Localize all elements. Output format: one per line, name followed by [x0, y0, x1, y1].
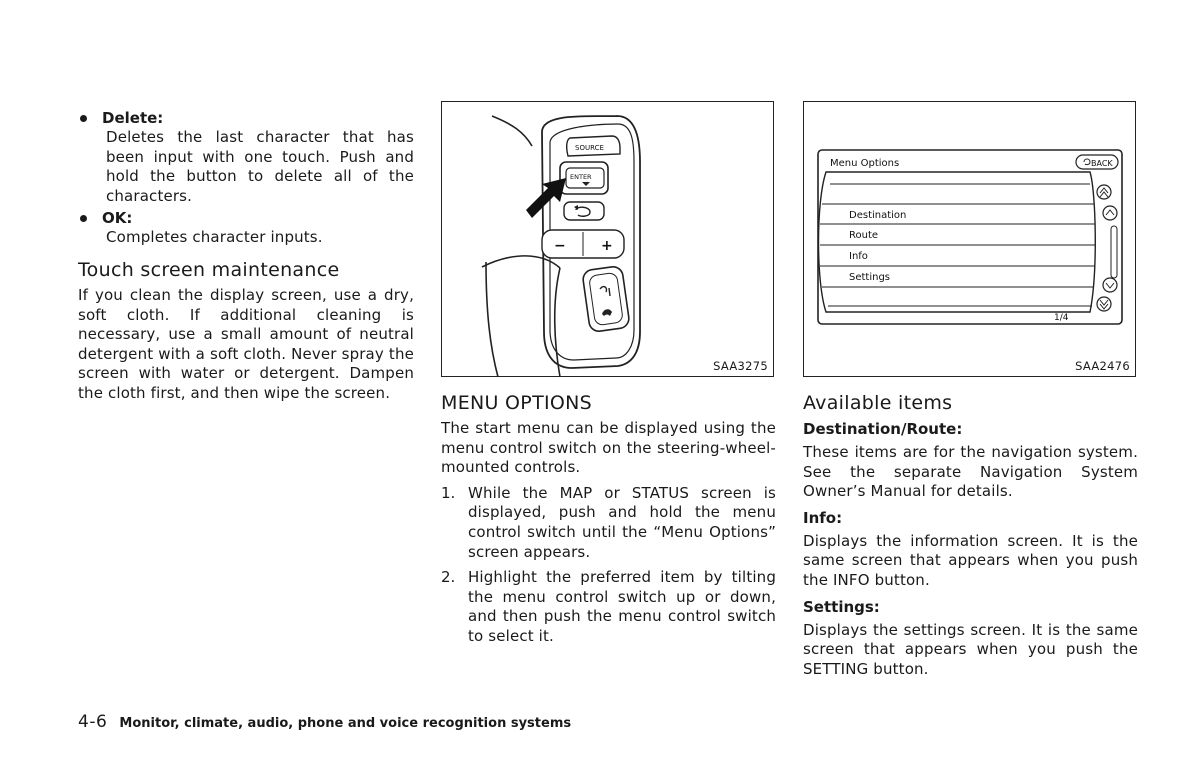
- column-1: [78, 108, 414, 404]
- bullet-dot-icon: [80, 215, 87, 222]
- bullet-delete-text: Deletes the last character that has been input with one touch. Push and hold the button to delete all of the characters.: [106, 128, 414, 205]
- step-item: [441, 568, 776, 646]
- page-number: 4-6: [78, 712, 108, 732]
- column-3: [803, 101, 1138, 679]
- menu-item-settings[interactable]: Settings: [849, 272, 891, 283]
- menu-item-destination[interactable]: Destination: [849, 210, 907, 221]
- section-heading-menu-options: MENU OPTIONS: [441, 392, 593, 414]
- section-title: Monitor, climate, audio, phone and voice recognition systems: [119, 716, 572, 731]
- section-heading-available-items: Available items: [803, 392, 953, 414]
- item-text-info: Displays the information screen. It is the same screen that appears when you push the INFO button.: [803, 531, 1138, 589]
- screen-title: Menu Options: [830, 158, 900, 169]
- menu-options-intro: The start menu can be displayed using the menu control switch on the steering-wheel-mounted controls.: [441, 419, 776, 477]
- item-title-destination-route: Destination/Route:: [803, 420, 963, 438]
- page-indicator: 1/4: [1054, 313, 1069, 323]
- figure-steering-switch: [441, 101, 774, 377]
- item-title-settings: Settings:: [803, 597, 880, 616]
- steering-switch-illustration: [442, 102, 775, 378]
- plus-label: +: [601, 238, 613, 254]
- steps-list: [441, 484, 776, 647]
- menu-item-info[interactable]: Info: [849, 251, 868, 262]
- step-text: Highlight the preferred item by tilting the menu control switch up or down, and then push the menu control switch to select it.: [468, 568, 776, 645]
- item-title-info: Info:: [803, 508, 843, 527]
- bullet-ok-title: OK:: [78, 208, 414, 228]
- section-heading-touch-screen: Touch screen maintenance: [78, 258, 340, 281]
- step-number: 2.: [441, 568, 456, 587]
- bullet-ok-text: Completes character inputs.: [106, 228, 323, 247]
- step-number: 1.: [441, 483, 456, 502]
- menu-item-route[interactable]: Route: [849, 230, 879, 241]
- scroll-down-icon[interactable]: [1103, 278, 1117, 292]
- bullet-delete-title: Delete:: [78, 108, 414, 128]
- touch-screen-paragraph: If you clean the display screen, use a dry, soft cloth. If additional cleaning is necessary, use a small amount of neutral detergent with a soft cloth. Never spray the screen with water or detergent. Dampen the cloth first, and then wipe the screen.: [78, 285, 414, 402]
- step-item: [441, 484, 776, 562]
- menu-options-screen-illustration: [804, 102, 1137, 378]
- step-text: While the MAP or STATUS screen is displayed, push and hold the menu control switch until the “Menu Options” screen appears.: [468, 483, 776, 561]
- enter-label: ENTER: [570, 173, 592, 181]
- scroll-up-icon[interactable]: [1103, 206, 1117, 220]
- back-label: BACK: [1091, 159, 1113, 168]
- bullet-delete: [78, 108, 414, 206]
- item-text-destination-route: These items are for the navigation system. See the separate Navigation System Owner’s Manual for details.: [803, 443, 1138, 501]
- figure-menu-options-screen: [803, 101, 1136, 377]
- minus-label: −: [554, 238, 566, 254]
- figure-code: SAA2476: [1075, 359, 1130, 373]
- item-text-settings: Displays the settings screen. It is the same screen that appears when you push the SETTING button.: [803, 620, 1138, 678]
- page-footer: [78, 711, 571, 735]
- bullet-ok: [78, 208, 414, 248]
- source-label: SOURCE: [575, 144, 604, 152]
- figure-code: SAA3275: [713, 359, 768, 373]
- bullet-dot-icon: [80, 115, 87, 122]
- scrollbar[interactable]: [1111, 226, 1117, 278]
- column-2: [441, 101, 776, 647]
